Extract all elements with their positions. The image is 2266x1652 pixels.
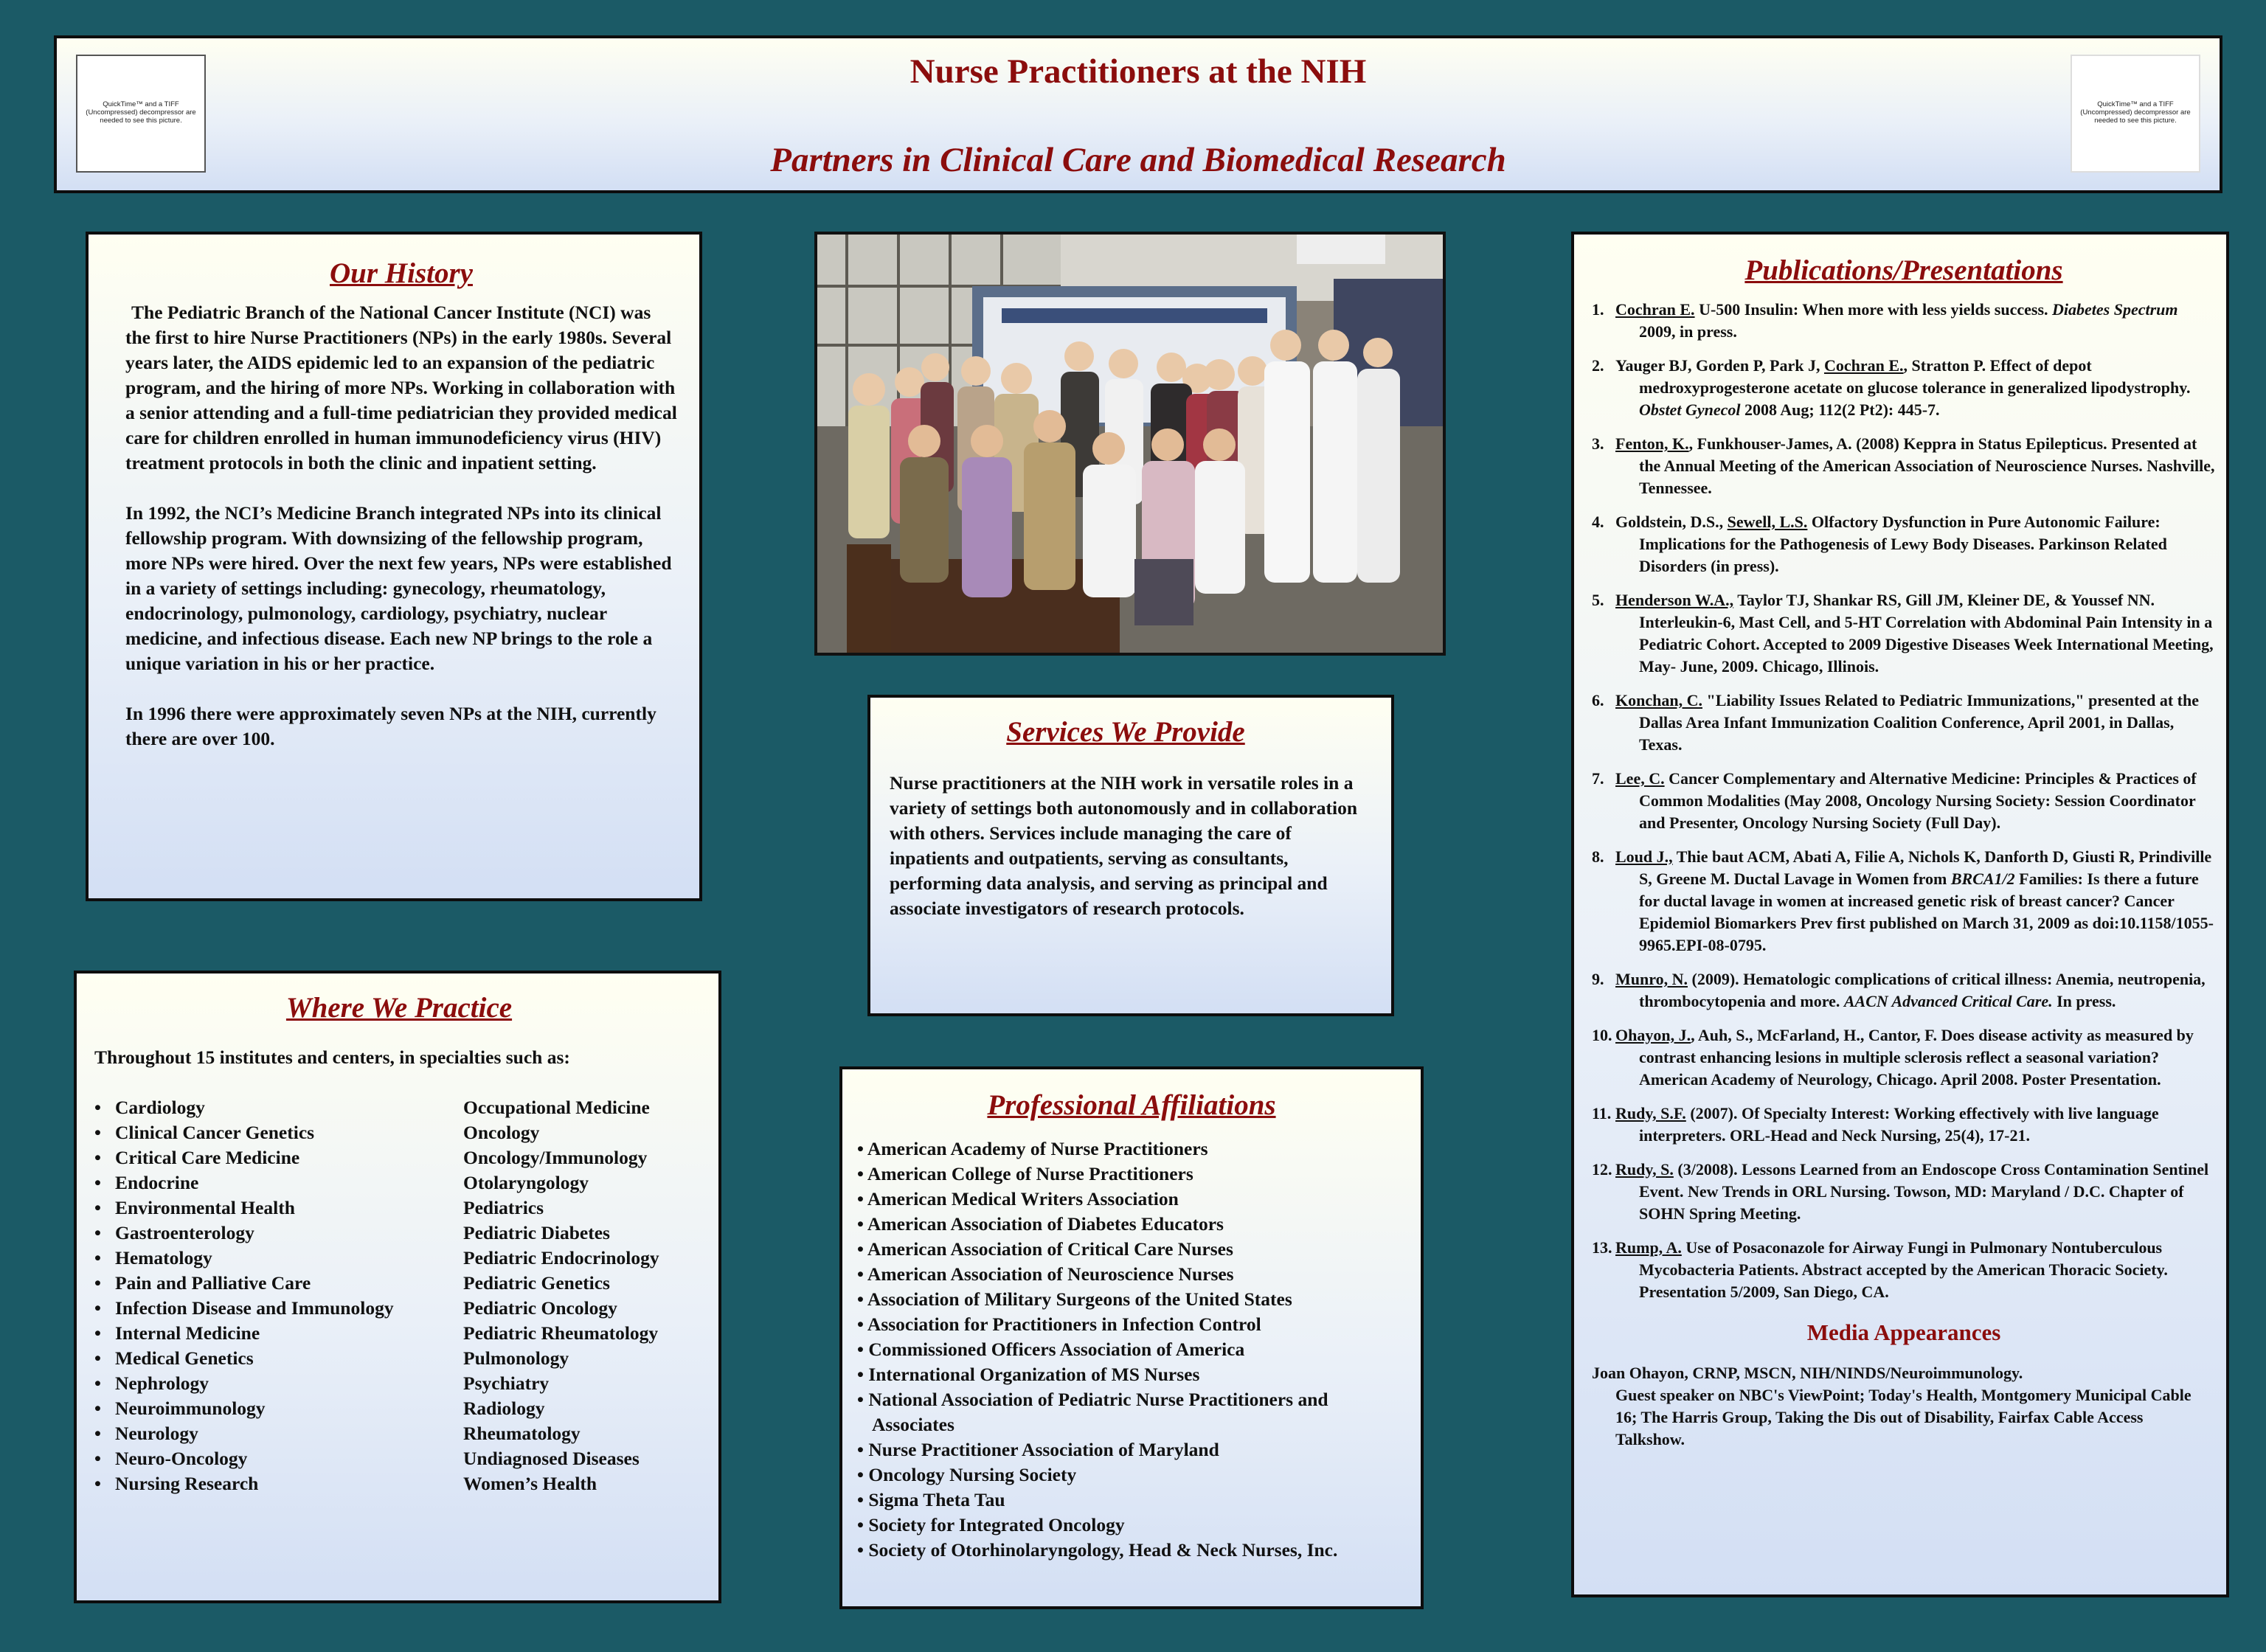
- publication-number: 9.: [1592, 970, 1604, 988]
- affiliation-item: [857, 1538, 1406, 1563]
- specialty-label: Pain and Palliative Care: [115, 1272, 311, 1294]
- publication-number: 7.: [1592, 769, 1604, 788]
- publication-text: "Liability Issues Related to Pediatric Immunizations," presented at the Dallas Area Infant Immunization Coalition Conference, April 2001, in Dallas, Texas.: [1639, 691, 2199, 754]
- publication-number: 6.: [1592, 691, 1604, 709]
- affiliation-label: Oncology Nursing Society: [868, 1464, 1077, 1485]
- affiliation-label: American College of Nurse Practitioners: [867, 1163, 1193, 1184]
- specialty-label: Radiology: [463, 1398, 545, 1419]
- publication-item: [1592, 433, 2216, 499]
- specialty-item: [94, 1246, 394, 1271]
- specialty-item: [94, 1095, 394, 1120]
- publication-item: [1592, 355, 2216, 421]
- bullet-icon: •: [94, 1172, 101, 1193]
- affiliation-item: [857, 1136, 1406, 1162]
- specialty-label: Pediatric Rheumatology: [463, 1322, 659, 1344]
- practice-heading: Where We Practice: [285, 992, 513, 1024]
- publications-heading: Publications/Presentations: [1744, 254, 2063, 286]
- media-line-2: Guest speaker on NBC's ViewPoint; Today's Health, Montgomery Municipal Cable 16; The Harris Group, Taking the Dis out of Disability, Fairfax Cable Access Talkshow.: [1615, 1386, 2191, 1448]
- bullet-icon: •: [857, 1138, 867, 1159]
- affiliation-item: [857, 1187, 1406, 1212]
- specialty-label: Psychiatry: [463, 1372, 550, 1394]
- bullet-icon: •: [94, 1347, 101, 1369]
- specialty-label: Undiagnosed Diseases: [463, 1448, 640, 1469]
- bullet-icon: •: [857, 1364, 869, 1385]
- specialty-item: [463, 1095, 659, 1120]
- specialty-label: Oncology/Immunology: [463, 1147, 648, 1168]
- history-heading: Our History: [330, 257, 473, 289]
- affiliation-item: [857, 1513, 1406, 1538]
- affiliation-label: Sigma Theta Tau: [868, 1489, 1005, 1510]
- affiliation-item: [857, 1237, 1406, 1262]
- bullet-icon: •: [857, 1238, 867, 1260]
- specialty-label: Endocrine: [115, 1172, 199, 1193]
- specialty-item: [94, 1221, 394, 1246]
- specialty-lists: [94, 1095, 704, 1508]
- specialty-label: Pediatric Oncology: [463, 1297, 617, 1319]
- publication-item: [1592, 768, 2216, 834]
- affiliation-label: American Association of Critical Care Nurses: [867, 1238, 1233, 1260]
- specialty-label: Gastroenterology: [115, 1222, 254, 1243]
- specialty-item: [463, 1195, 659, 1221]
- specialty-label: Pulmonology: [463, 1347, 569, 1369]
- affiliation-label: Association for Practitioners in Infection Control: [867, 1313, 1261, 1335]
- specialty-item: [463, 1346, 659, 1371]
- affiliation-label: Society of Otorhinolaryngology, Head & Neck Nurses, Inc.: [868, 1539, 1338, 1561]
- affiliation-item: [857, 1287, 1406, 1312]
- publication-item: [1592, 968, 2216, 1013]
- bullet-icon: •: [94, 1297, 101, 1319]
- publication-text: Use of Posaconazole for Airway Fungi in Pulmonary Nontuberculous Mycobacteria Patients. Abstract accepted by the American Thoracic Society. Presentation 5/2009, San Diego, CA.: [1639, 1238, 2168, 1301]
- specialty-label: Neurology: [115, 1423, 198, 1444]
- publication-text: (2009). Hematologic complications of critical illness: Anemia, neutropenia, thrombocytopenia and more.: [1639, 970, 2206, 1010]
- publication-number: 4.: [1592, 513, 1604, 531]
- publication-number: 11.: [1592, 1104, 1612, 1122]
- bullet-icon: •: [857, 1339, 869, 1360]
- media-heading: Media Appearances: [1806, 1319, 2001, 1345]
- publication-text: , Stratton P. Effect of depot medroxyprogesterone acetate on glucose tolerance in generalized lipodystrophy.: [1639, 356, 2191, 397]
- publication-author: Konchan, C.: [1615, 691, 1702, 709]
- bullet-icon: •: [94, 1222, 101, 1243]
- publication-author: Cochran E.: [1615, 300, 1695, 319]
- publication-author: Rudy, S.F.: [1615, 1104, 1686, 1122]
- affiliation-item: [857, 1387, 1406, 1437]
- specialty-item: [94, 1271, 394, 1296]
- specialty-label: Internal Medicine: [115, 1322, 260, 1344]
- affiliations-heading: Professional Affiliations: [987, 1089, 1276, 1121]
- affiliation-item: [857, 1362, 1406, 1387]
- specialty-item: [463, 1446, 659, 1471]
- bullet-icon: •: [94, 1147, 101, 1168]
- bullet-icon: •: [94, 1322, 101, 1344]
- publication-number: 13.: [1592, 1238, 1612, 1257]
- specialty-item: [463, 1170, 659, 1195]
- affiliation-item: [857, 1262, 1406, 1287]
- bullet-icon: •: [857, 1389, 869, 1410]
- publication-number: 5.: [1592, 591, 1604, 609]
- poster-title: Nurse Practitioners at the NIH: [909, 52, 1367, 91]
- publication-tail: 2009, in press.: [1639, 322, 1737, 341]
- specialty-item: [94, 1421, 394, 1446]
- image-placeholder-right: QuickTime™ and a TIFF (Uncompressed) decompressor are needed to see this picture.: [2071, 55, 2200, 173]
- publication-journal: BRCA1/2: [1950, 870, 2015, 888]
- publication-author: Rudy, S.: [1615, 1160, 1674, 1179]
- bullet-icon: •: [857, 1439, 869, 1460]
- specialty-label: Pediatric Diabetes: [463, 1222, 610, 1243]
- specialty-label: Otolaryngology: [463, 1172, 589, 1193]
- publication-author: Ohayon, J.: [1615, 1026, 1691, 1044]
- publication-item: [1592, 1024, 2216, 1091]
- publication-text: Cancer Complementary and Alternative Medicine: Principles & Practices of Common Modalities (May 2008, Oncology Nursing Society: Session Coordinator and Presenter, Oncology Nursing Society (Full Day).: [1639, 769, 2197, 832]
- publication-text: Olfactory Dysfunction in Pure Autonomic Failure: Implications for the Pathogenesis of Lewy Body Diseases. Parkinson Related Disorders (in press).: [1639, 513, 2167, 575]
- publication-text: Taylor TJ, Shankar RS, Gill JM, Kleiner DE, & Youssef NN. Interleukin-6, Mast Cell, and 5-HT Correlation with Abdominal Pain Intensity in a Pediatric Cohort. Accepted to 2009 Digestive Diseases Week International Meeting, May- June, 2009. Chicago, Illinois.: [1639, 591, 2214, 676]
- specialty-label: Nephrology: [115, 1372, 209, 1394]
- publication-item: [1592, 1159, 2216, 1225]
- affiliation-item: [857, 1312, 1406, 1337]
- publication-tail: In press.: [2052, 992, 2116, 1010]
- publication-item: [1592, 846, 2216, 957]
- publication-author: Fenton, K.: [1615, 434, 1689, 453]
- publication-text: (2007). Of Specialty Interest: Working effectively with live language interpreters. ORL-Head and Neck Nursing, 25(4), 17-21.: [1639, 1104, 2159, 1145]
- specialty-item: [94, 1396, 394, 1421]
- specialty-item: [94, 1195, 394, 1221]
- publication-number: 12.: [1592, 1160, 1612, 1179]
- group-photo: [814, 232, 1446, 656]
- affiliation-label: Association of Military Surgeons of the United States: [867, 1288, 1292, 1310]
- bullet-icon: •: [857, 1539, 869, 1561]
- specialty-label: Infection Disease and Immunology: [115, 1297, 394, 1319]
- publications-panel: [1571, 232, 2229, 1597]
- publication-number: 2.: [1592, 356, 1604, 375]
- affiliation-label: American Medical Writers Association: [867, 1188, 1179, 1210]
- publications-list: [1592, 299, 2216, 1303]
- bullet-icon: •: [857, 1213, 867, 1235]
- bullet-icon: •: [94, 1473, 101, 1494]
- affiliation-item: [857, 1337, 1406, 1362]
- bullet-icon: •: [94, 1448, 101, 1469]
- specialty-item: [94, 1145, 394, 1170]
- publication-author: Rump, A.: [1615, 1238, 1682, 1257]
- specialty-label: Clinical Cancer Genetics: [115, 1122, 315, 1143]
- specialty-item: [94, 1321, 394, 1346]
- bullet-icon: •: [857, 1188, 867, 1210]
- publication-item: [1592, 589, 2216, 678]
- affiliation-item: [857, 1488, 1406, 1513]
- affiliations-list: [857, 1136, 1406, 1563]
- affiliation-label: American Association of Diabetes Educators: [867, 1213, 1224, 1235]
- specialty-label: Neuro-Oncology: [115, 1448, 248, 1469]
- image-placeholder-left: QuickTime™ and a TIFF (Uncompressed) decompressor are needed to see this picture.: [76, 55, 206, 173]
- bullet-icon: •: [94, 1423, 101, 1444]
- specialty-item: [463, 1145, 659, 1170]
- history-paragraph-2: In 1992, the NCI’s Medicine Branch integrated NPs into its clinical fellowship program. With downsizing of the fellowship program, more NPs were hired. Over the next few years, NPs were established in a variety of settings including: gynecology, rheumatology, endocrinology, pulmonology, cardiology, psychiatry, nuclear medicine, and infectious disease. Each new NP brings to the role a unique variation in his or her practice.: [125, 502, 672, 674]
- affiliation-label: Nurse Practitioner Association of Maryland: [868, 1439, 1219, 1460]
- specialty-item: [463, 1471, 659, 1496]
- publication-author: Loud J.,: [1615, 847, 1673, 866]
- publication-author: Cochran E.: [1823, 356, 1904, 375]
- bullet-icon: •: [857, 1464, 869, 1485]
- specialty-item: [463, 1120, 659, 1145]
- title-banner: [54, 35, 2222, 193]
- specialty-label: Pediatric Endocrinology: [463, 1247, 659, 1268]
- affiliation-label: International Organization of MS Nurses: [868, 1364, 1200, 1385]
- specialty-item: [463, 1421, 659, 1446]
- specialty-item: [94, 1371, 394, 1396]
- specialty-item: [463, 1396, 659, 1421]
- specialty-item: [94, 1446, 394, 1471]
- bullet-icon: •: [94, 1197, 101, 1218]
- practice-intro: Throughout 15 institutes and centers, in specialties such as:: [94, 1047, 570, 1068]
- specialty-label: Occupational Medicine: [463, 1097, 650, 1118]
- bullet-icon: •: [94, 1272, 101, 1294]
- publication-author: Henderson W.A.,: [1615, 591, 1734, 609]
- specialty-label: Rheumatology: [463, 1423, 581, 1444]
- publication-prefix: Yauger BJ, Gorden P, Park J,: [1615, 356, 1824, 375]
- services-panel: [867, 695, 1394, 1016]
- specialty-label: Women’s Health: [463, 1473, 597, 1494]
- bullet-icon: •: [94, 1247, 101, 1268]
- publication-text: Thie baut ACM, Abati A, Filie A, Nichols K, Danforth D, Giusti R, Prindiville S, Greene M. Ductal Lavage in Women from: [1639, 847, 2212, 888]
- specialty-list-left: [94, 1095, 394, 1496]
- publication-text: , Funkhouser-James, A. (2008) Keppra in Status Epilepticus. Presented at the Annual Meeting of the American Association of Neuroscience Nurses. Nashville, Tennessee.: [1639, 434, 2215, 497]
- affiliation-label: American Association of Neuroscience Nurses: [867, 1263, 1234, 1285]
- specialty-label: Pediatric Genetics: [463, 1272, 610, 1294]
- specialty-label: Nursing Research: [115, 1473, 259, 1494]
- publication-number: 10.: [1592, 1026, 1612, 1044]
- publication-prefix: Goldstein, D.S.,: [1615, 513, 1728, 531]
- specialty-item: [94, 1296, 394, 1321]
- bullet-icon: •: [857, 1489, 869, 1510]
- publication-number: 8.: [1592, 847, 1604, 866]
- specialty-item: [94, 1471, 394, 1496]
- affiliation-item: [857, 1462, 1406, 1488]
- history-paragraph-3: In 1996 there were approximately seven NPs at the NIH, currently there are over 100.: [125, 703, 656, 749]
- publication-author: Munro, N.: [1615, 970, 1688, 988]
- publication-number: 3.: [1592, 434, 1604, 453]
- bullet-icon: •: [94, 1372, 101, 1394]
- practice-panel: [74, 971, 721, 1603]
- specialty-item: [463, 1321, 659, 1346]
- publication-journal: AACN Advanced Critical Care.: [1843, 992, 2053, 1010]
- bullet-icon: •: [857, 1288, 867, 1310]
- history-paragraph-1: The Pediatric Branch of the National Cancer Institute (NCI) was the first to hire Nurse Practitioners (NPs) in the early 1980s. Several years later, the AIDS epidemic led to an expansion of the pediatric program, and the hiring of more NPs. Working in collaboration with a senior attending and a full-time pediatrician they provided medical care for children enrolled in human immunodeficiency virus (HIV) treatment protocols in both the clinic and inpatient setting.: [125, 302, 677, 473]
- specialty-item: [463, 1271, 659, 1296]
- specialty-item: [463, 1371, 659, 1396]
- publication-number: 1.: [1592, 300, 1604, 319]
- affiliations-panel: [839, 1066, 1424, 1609]
- media-line-1: Joan Ohayon, CRNP, MSCN, NIH/NINDS/Neuroimmunology.: [1592, 1364, 2023, 1382]
- bullet-icon: •: [94, 1398, 101, 1419]
- publication-text: (3/2008). Lessons Learned from an Endoscope Cross Contamination Sentinel Event. New Trends in ORL Nursing. Towson, MD: Maryland / D.C. Chapter of SOHN Spring Meeting.: [1639, 1160, 2209, 1223]
- publication-journal: Diabetes Spectrum: [2052, 300, 2178, 319]
- publication-item: [1592, 690, 2216, 756]
- publication-author: Sewell, L.S.: [1727, 513, 1808, 531]
- specialty-label: Pediatrics: [463, 1197, 544, 1218]
- bullet-icon: •: [857, 1163, 867, 1184]
- publication-tail: 2008 Aug; 112(2 Pt2): 445-7.: [1740, 400, 1940, 419]
- affiliation-item: [857, 1437, 1406, 1462]
- specialty-label: Medical Genetics: [115, 1347, 254, 1369]
- publication-item: [1592, 299, 2216, 343]
- specialty-label: Hematology: [115, 1247, 212, 1268]
- specialty-label: Critical Care Medicine: [115, 1147, 300, 1168]
- publication-text: , Auh, S., McFarland, H., Cantor, F. Does disease activity as measured by contrast enhancing lesions in multiple sclerosis reflect a seasonal variation? American Academy of Neurology, Chicago. April 2008. Poster Presentation.: [1639, 1026, 2194, 1089]
- specialty-item: [463, 1246, 659, 1271]
- specialty-item: [463, 1296, 659, 1321]
- poster-subtitle: Partners in Clinical Care and Biomedical Research: [770, 141, 1506, 179]
- specialty-item: [463, 1221, 659, 1246]
- specialty-list-right: [463, 1095, 659, 1496]
- specialty-label: Cardiology: [115, 1097, 205, 1118]
- affiliation-label: Society for Integrated Oncology: [868, 1514, 1125, 1535]
- bullet-icon: •: [94, 1097, 101, 1118]
- specialty-label: Neuroimmunology: [115, 1398, 266, 1419]
- publication-author: Lee, C.: [1615, 769, 1665, 788]
- publication-text: U-500 Insulin: When more with less yields success.: [1694, 300, 2053, 319]
- services-text: Nurse practitioners at the NIH work in versatile roles in a variety of settings both autonomously and in collaboration with others. Services include managing the care of inpatients and outpatients, serving as consultants, performing data analysis, and serving as principal and associate investigators of research protocols.: [890, 772, 1358, 919]
- specialty-item: [94, 1346, 394, 1371]
- affiliation-label: National Association of Pediatric Nurse Practitioners and Associates: [868, 1389, 1328, 1435]
- publication-journal: Obstet Gynecol: [1639, 400, 1741, 419]
- affiliation-label: American Academy of Nurse Practitioners: [867, 1138, 1208, 1159]
- publication-tail: Families: Is there a future for ductal lavage in women at increased genetic risk of breast cancer? Cancer Epidemiol Biomarkers Prev first published on March 31, 2009 as doi:10.1158/1055-9965.EPI-08-0795.: [1639, 870, 2214, 954]
- services-heading: Services We Provide: [1006, 716, 1245, 748]
- bullet-icon: •: [857, 1514, 869, 1535]
- affiliation-item: [857, 1162, 1406, 1187]
- affiliation-item: [857, 1212, 1406, 1237]
- publication-item: [1592, 1103, 2216, 1147]
- bullet-icon: •: [857, 1313, 867, 1335]
- specialty-label: Environmental Health: [115, 1197, 295, 1218]
- group-photo-illustration: [817, 235, 1443, 653]
- history-panel: [86, 232, 702, 901]
- specialty-label: Oncology: [463, 1122, 540, 1143]
- bullet-icon: •: [857, 1263, 867, 1285]
- publication-item: [1592, 511, 2216, 577]
- affiliation-label: Commissioned Officers Association of America: [868, 1339, 1245, 1360]
- bullet-icon: •: [94, 1122, 101, 1143]
- specialty-item: [94, 1170, 394, 1195]
- specialty-item: [94, 1120, 394, 1145]
- publication-item: [1592, 1237, 2216, 1303]
